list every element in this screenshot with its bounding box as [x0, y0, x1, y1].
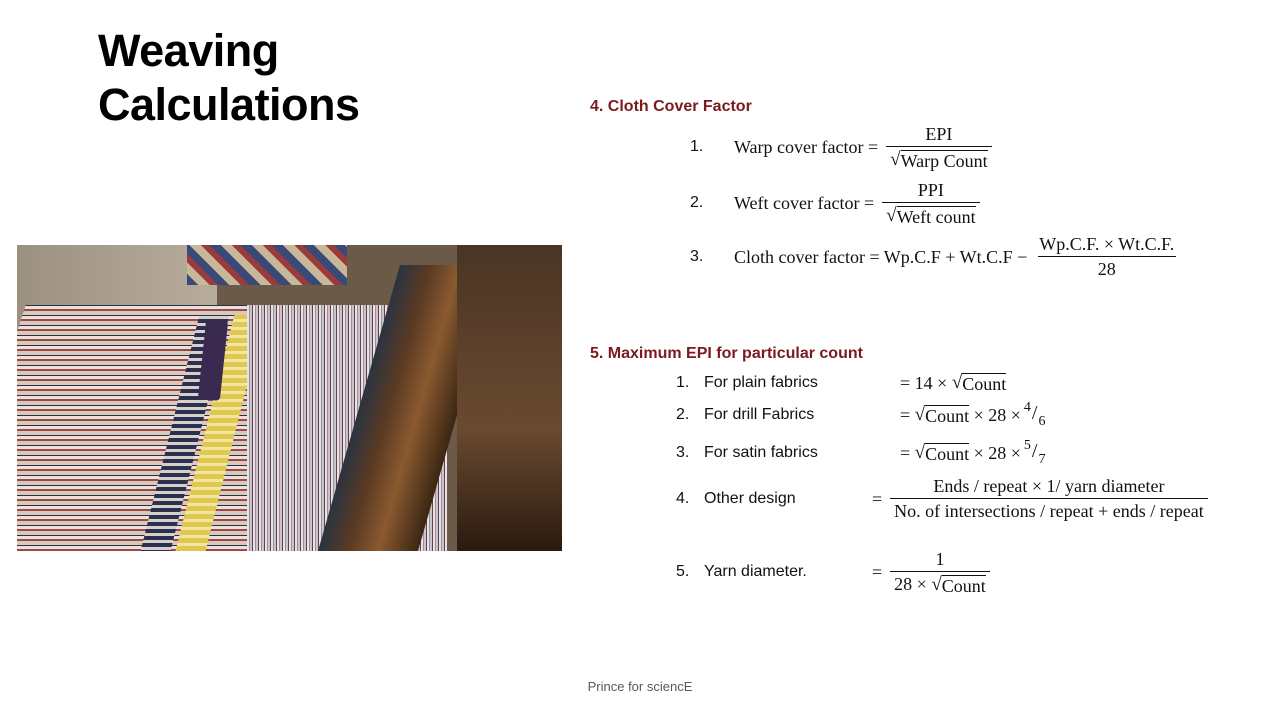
item-number: 2.: [690, 194, 704, 211]
formula-cloth-cover: [690, 234, 1182, 279]
radicand: Warp Count: [900, 151, 988, 171]
denominator: 28: [1038, 256, 1176, 279]
title-line-1: Weaving: [98, 25, 279, 76]
formula-other-design: [676, 476, 1212, 521]
fraction: [886, 124, 991, 170]
formula-label: Cloth cover factor = Wp.C.F + Wt.C.F −: [734, 246, 1028, 267]
slash-fraction: [1024, 401, 1046, 429]
sqrt: [931, 575, 985, 595]
item-number: 3.: [690, 247, 704, 265]
sqrt-icon: √: [931, 574, 942, 595]
formula-yarn-diameter: [676, 549, 994, 595]
numerator: Wp.C.F. × Wt.C.F.: [1039, 234, 1175, 254]
equals: =: [900, 405, 911, 425]
footer-text: Prince for sciencE: [587, 679, 693, 694]
item-number: 4.: [676, 489, 690, 507]
radicand: Count: [925, 444, 970, 464]
sqrt-icon: √: [914, 442, 926, 463]
formula-warp-cover: [690, 124, 996, 170]
denominator-prefix: 28 ×: [894, 574, 927, 594]
formula-label: Yarn diameter.: [704, 563, 807, 580]
section-5-heading: 5. Maximum EPI for particular count: [590, 345, 863, 362]
numerator: PPI: [917, 180, 944, 200]
denominator: [882, 202, 979, 226]
numerator: Ends / repeat × 1/ yarn diameter: [933, 476, 1165, 496]
sqrt-icon: √: [914, 404, 926, 425]
fraction-denominator: 6: [1038, 414, 1046, 429]
radicand: Count: [941, 576, 986, 596]
item-number: 1.: [676, 374, 690, 391]
slash-icon: /: [1031, 402, 1038, 424]
fraction: [882, 180, 979, 226]
sqrt: [915, 405, 969, 425]
formula-plain: [676, 373, 1006, 393]
slide-title: [98, 24, 360, 132]
fraction-numerator: 4: [1023, 400, 1031, 415]
sqrt-icon: √: [951, 372, 963, 393]
section-4-heading: 4. Cloth Cover Factor: [590, 98, 752, 115]
title-line-2: Calculations: [98, 79, 360, 130]
denominator: No. of intersections / repeat + ends / repeat: [890, 498, 1208, 521]
fraction-numerator: 5: [1023, 438, 1031, 453]
fraction-denominator: 7: [1038, 452, 1046, 467]
formula-label: Warp cover factor =: [734, 137, 879, 157]
sqrt: [915, 443, 969, 463]
multiplier: × 28 ×: [973, 405, 1021, 425]
slash-fraction: [1024, 439, 1046, 467]
item-number: 2.: [676, 406, 690, 423]
formula-label: Weft cover factor =: [734, 193, 875, 213]
radicand: Weft count: [896, 207, 976, 227]
sqrt: [886, 206, 975, 226]
loom-photo: [17, 245, 562, 551]
fraction: [1035, 234, 1178, 279]
sqrt: [890, 150, 987, 170]
formula-satin: [676, 439, 1045, 467]
sqrt-icon: √: [886, 205, 897, 226]
equals: =: [900, 443, 911, 463]
formula-weft-cover: [690, 180, 984, 226]
radicand: Count: [925, 406, 970, 426]
sqrt-icon: √: [890, 149, 901, 170]
fraction: [890, 549, 990, 595]
formula-drill: [676, 401, 1045, 429]
decoration: [187, 245, 347, 285]
formula-label: Other design: [704, 489, 796, 507]
multiplier: × 28 ×: [973, 443, 1021, 463]
item-number: 5.: [676, 563, 690, 580]
sqrt: [952, 373, 1006, 393]
slash-icon: /: [1031, 440, 1038, 462]
formula-label: For drill Fabrics: [704, 406, 815, 423]
formula-label: For plain fabrics: [704, 374, 818, 391]
numerator: EPI: [925, 124, 953, 144]
formula-label: For satin fabrics: [704, 444, 818, 461]
item-number: 1.: [690, 138, 704, 155]
radicand: Count: [962, 374, 1007, 394]
equals: = 14 ×: [900, 373, 948, 393]
item-number: 3.: [676, 444, 690, 461]
equals: =: [872, 562, 883, 582]
fraction: [890, 476, 1208, 521]
numerator: 1: [935, 549, 945, 569]
denominator: [886, 146, 991, 170]
equals: =: [872, 488, 883, 509]
denominator: [890, 571, 990, 595]
decoration: [457, 245, 562, 551]
